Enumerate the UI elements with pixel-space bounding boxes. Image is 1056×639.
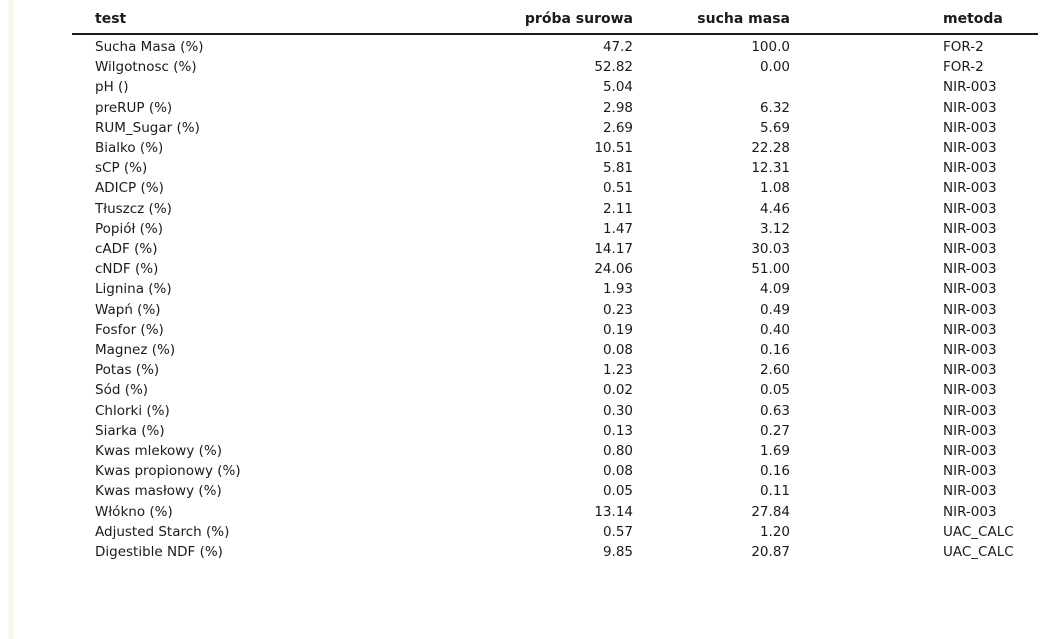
cell-sucha_masa: 12.31 bbox=[751, 160, 790, 177]
cell-metoda: NIR-003 bbox=[943, 241, 997, 258]
column-header-metoda: metoda bbox=[943, 11, 1003, 27]
cell-metoda: NIR-003 bbox=[943, 119, 997, 136]
cell-sucha_masa: 100.0 bbox=[751, 39, 790, 55]
table-row bbox=[72, 522, 1038, 542]
cell-sucha_masa: 0.49 bbox=[759, 301, 790, 318]
cell-metoda: NIR-003 bbox=[943, 200, 997, 217]
cell-proba_surowa: 0.51 bbox=[602, 180, 633, 197]
cell-metoda: NIR-003 bbox=[943, 180, 997, 197]
table-row bbox=[72, 502, 1038, 522]
cell-metoda: NIR-003 bbox=[943, 261, 997, 278]
cell-proba_surowa: 1.47 bbox=[602, 220, 633, 237]
cell-sucha_masa: 20.87 bbox=[751, 544, 790, 561]
cell-proba_surowa: 10.51 bbox=[594, 140, 633, 157]
table-row bbox=[72, 401, 1038, 421]
cell-test: Bialko (%) bbox=[95, 140, 164, 157]
cell-sucha_masa: 0.00 bbox=[759, 59, 790, 76]
cell-metoda: NIR-003 bbox=[943, 160, 997, 177]
cell-test: Kwas masłowy (%) bbox=[95, 483, 222, 500]
cell-test: Chlorki (%) bbox=[95, 402, 170, 419]
cell-metoda: UAC_CALC bbox=[943, 544, 1014, 561]
column-header-test: test bbox=[95, 11, 127, 27]
cell-proba_surowa: 0.05 bbox=[602, 483, 633, 500]
cell-proba_surowa: 2.98 bbox=[602, 99, 633, 116]
cell-metoda: NIR-003 bbox=[943, 342, 997, 359]
cell-proba_surowa: 47.2 bbox=[602, 39, 633, 55]
cell-test: Włókno (%) bbox=[95, 503, 173, 520]
cell-test: Magnez (%) bbox=[95, 342, 176, 359]
cell-test: Kwas propionowy (%) bbox=[95, 463, 241, 480]
cell-sucha_masa: 3.12 bbox=[759, 220, 790, 237]
table-row bbox=[72, 542, 1038, 562]
cell-test: ADICP (%) bbox=[95, 180, 164, 197]
cell-proba_surowa: 0.08 bbox=[602, 463, 633, 480]
cell-test: cNDF (%) bbox=[95, 261, 159, 278]
cell-metoda: NIR-003 bbox=[943, 503, 997, 520]
cell-test: pH () bbox=[95, 79, 129, 96]
table-row bbox=[72, 118, 1038, 138]
cell-proba_surowa: 1.23 bbox=[602, 362, 633, 379]
cell-test: Siarka (%) bbox=[95, 422, 165, 439]
table-row bbox=[72, 178, 1038, 198]
cell-sucha_masa: 0.05 bbox=[759, 382, 790, 399]
table-row bbox=[72, 360, 1038, 380]
cell-metoda: NIR-003 bbox=[943, 220, 997, 237]
cell-metoda: NIR-003 bbox=[943, 443, 997, 460]
cell-metoda: NIR-003 bbox=[943, 382, 997, 399]
cell-test: RUM_Sugar (%) bbox=[95, 119, 200, 136]
page-edge-strip bbox=[8, 0, 14, 639]
cell-test: Tłuszcz (%) bbox=[95, 200, 172, 217]
table-row bbox=[72, 320, 1038, 340]
cell-test: Wapń (%) bbox=[95, 301, 161, 318]
cell-proba_surowa: 14.17 bbox=[594, 241, 633, 258]
cell-metoda: NIR-003 bbox=[943, 99, 997, 116]
cell-metoda: NIR-003 bbox=[943, 422, 997, 439]
table-body bbox=[72, 34, 1038, 562]
cell-sucha_masa: 51.00 bbox=[751, 261, 790, 278]
cell-sucha_masa: 5.69 bbox=[759, 119, 790, 136]
cell-test: Lignina (%) bbox=[95, 281, 172, 298]
cell-proba_surowa: 0.02 bbox=[602, 382, 633, 399]
cell-metoda: NIR-003 bbox=[943, 463, 997, 480]
cell-sucha_masa: 1.08 bbox=[759, 180, 790, 197]
table-row bbox=[72, 138, 1038, 158]
cell-proba_surowa: 0.23 bbox=[602, 301, 633, 318]
cell-metoda: NIR-003 bbox=[943, 483, 997, 500]
cell-proba_surowa: 5.04 bbox=[602, 79, 633, 96]
cell-proba_surowa: 2.69 bbox=[602, 119, 633, 136]
cell-test: Wilgotnosc (%) bbox=[95, 59, 197, 76]
table-row bbox=[72, 239, 1038, 259]
cell-metoda: NIR-003 bbox=[943, 321, 997, 338]
cell-test: Sód (%) bbox=[95, 382, 149, 399]
cell-sucha_masa: 4.46 bbox=[759, 200, 790, 217]
table-row bbox=[72, 380, 1038, 400]
cell-test: cADF (%) bbox=[95, 241, 158, 258]
table-row bbox=[72, 98, 1038, 118]
cell-test: preRUP (%) bbox=[95, 99, 173, 116]
table-row bbox=[72, 441, 1038, 461]
table-row bbox=[72, 300, 1038, 320]
cell-test: Popiół (%) bbox=[95, 220, 163, 237]
table-header-row bbox=[72, 10, 1038, 34]
cell-sucha_masa: 2.60 bbox=[759, 362, 790, 379]
cell-sucha_masa: 22.28 bbox=[751, 140, 790, 157]
cell-sucha_masa: 1.20 bbox=[759, 523, 790, 540]
table-row bbox=[72, 77, 1038, 97]
cell-proba_surowa: 1.93 bbox=[602, 281, 633, 298]
table-row bbox=[72, 57, 1038, 77]
cell-proba_surowa: 2.11 bbox=[602, 200, 633, 217]
table-row bbox=[72, 340, 1038, 360]
table-row bbox=[72, 279, 1038, 299]
cell-sucha_masa: 0.63 bbox=[759, 402, 790, 419]
cell-proba_surowa: 0.19 bbox=[602, 321, 633, 338]
cell-metoda: NIR-003 bbox=[943, 79, 997, 96]
cell-proba_surowa: 0.08 bbox=[602, 342, 633, 359]
table-row bbox=[72, 158, 1038, 178]
cell-metoda: NIR-003 bbox=[943, 362, 997, 379]
cell-sucha_masa: 30.03 bbox=[751, 241, 790, 258]
cell-sucha_masa: 27.84 bbox=[751, 503, 790, 520]
table-row bbox=[72, 421, 1038, 441]
table-row bbox=[72, 34, 1038, 57]
cell-metoda: NIR-003 bbox=[943, 301, 997, 318]
cell-test: Adjusted Starch (%) bbox=[95, 523, 230, 540]
cell-test: Fosfor (%) bbox=[95, 321, 164, 338]
cell-metoda: NIR-003 bbox=[943, 281, 997, 298]
cell-proba_surowa: 5.81 bbox=[602, 160, 633, 177]
cell-metoda: FOR-2 bbox=[943, 39, 984, 55]
cell-test: Digestible NDF (%) bbox=[95, 544, 223, 561]
cell-sucha_masa: 4.09 bbox=[759, 281, 790, 298]
cell-proba_surowa: 0.80 bbox=[602, 443, 633, 460]
cell-proba_surowa: 24.06 bbox=[594, 261, 633, 278]
cell-proba_surowa: 0.13 bbox=[602, 422, 633, 439]
cell-sucha_masa: 0.40 bbox=[759, 321, 790, 338]
cell-sucha_masa bbox=[633, 77, 790, 97]
cell-sucha_masa: 0.27 bbox=[759, 422, 790, 439]
table-row bbox=[72, 199, 1038, 219]
cell-metoda: NIR-003 bbox=[943, 402, 997, 419]
cell-test: sCP (%) bbox=[95, 160, 148, 177]
lab-results-table bbox=[72, 10, 1038, 562]
cell-metoda: FOR-2 bbox=[943, 59, 984, 76]
column-header-sucha-masa: sucha masa bbox=[697, 11, 790, 27]
cell-sucha_masa: 1.69 bbox=[759, 443, 790, 460]
table-row bbox=[72, 461, 1038, 481]
cell-sucha_masa: 0.16 bbox=[759, 342, 790, 359]
cell-proba_surowa: 9.85 bbox=[602, 544, 633, 561]
cell-metoda: UAC_CALC bbox=[943, 523, 1014, 540]
table-row bbox=[72, 259, 1038, 279]
cell-proba_surowa: 0.57 bbox=[602, 523, 633, 540]
cell-test: Sucha Masa (%) bbox=[95, 39, 204, 55]
table-row bbox=[72, 219, 1038, 239]
cell-proba_surowa: 13.14 bbox=[594, 503, 633, 520]
cell-sucha_masa: 6.32 bbox=[759, 99, 790, 116]
cell-sucha_masa: 0.11 bbox=[759, 483, 790, 500]
table-row bbox=[72, 481, 1038, 501]
column-header-proba-surowa: próba surowa bbox=[524, 11, 633, 27]
cell-proba_surowa: 0.30 bbox=[602, 402, 633, 419]
table-header bbox=[72, 10, 1038, 34]
cell-test: Kwas mlekowy (%) bbox=[95, 443, 222, 460]
cell-proba_surowa: 52.82 bbox=[594, 59, 633, 76]
cell-metoda: NIR-003 bbox=[943, 140, 997, 157]
cell-test: Potas (%) bbox=[95, 362, 160, 379]
cell-sucha_masa: 0.16 bbox=[759, 463, 790, 480]
